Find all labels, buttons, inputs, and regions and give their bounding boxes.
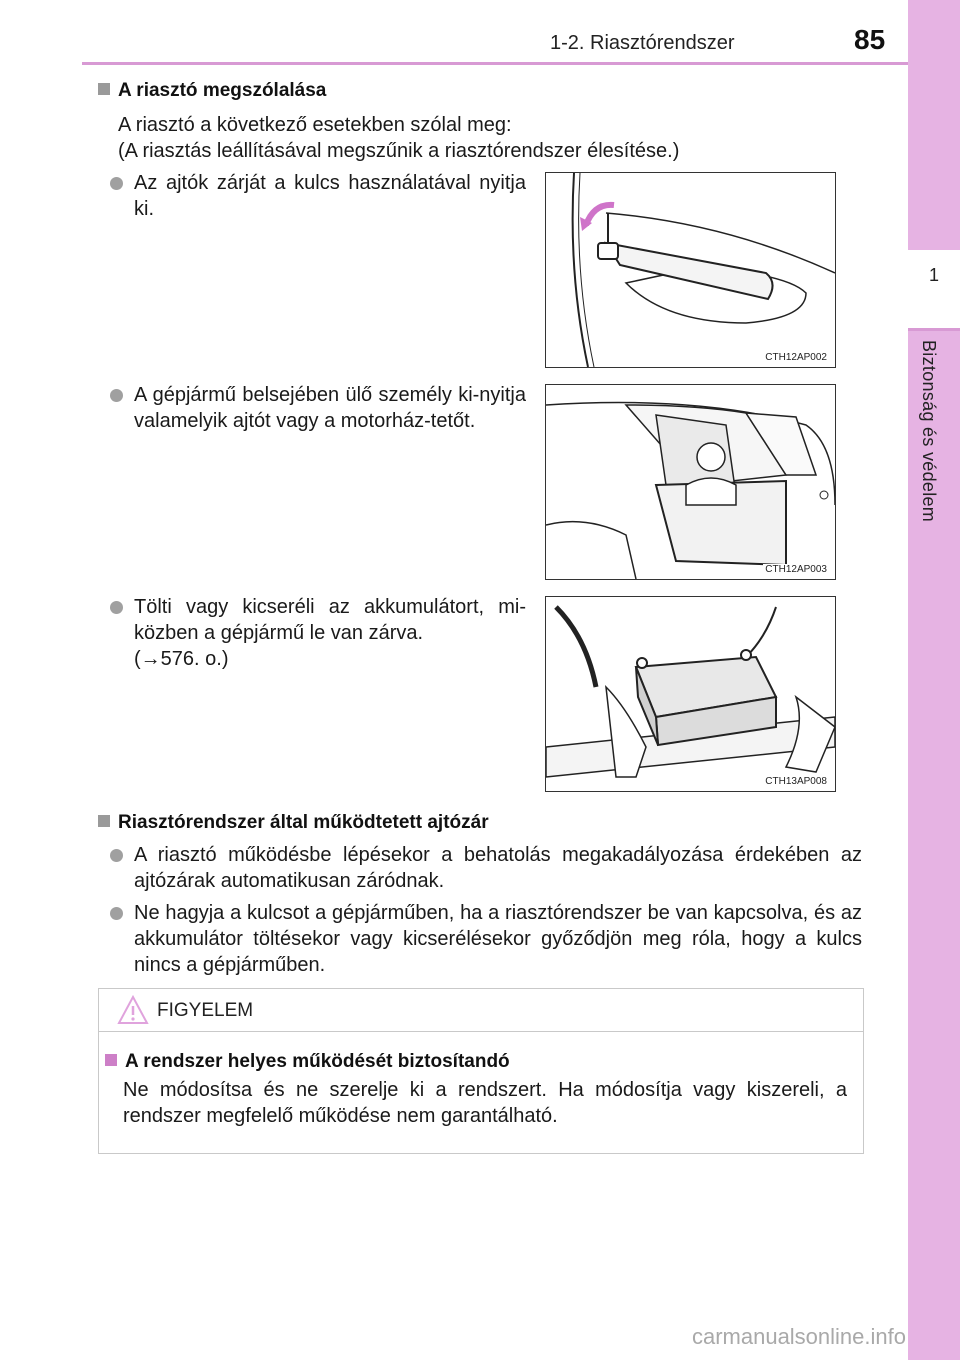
bullet-dot-icon	[110, 601, 123, 614]
watermark: carmanualsonline.info	[691, 1324, 906, 1349]
figure-door-key	[545, 172, 836, 368]
chapter-number: 1	[928, 265, 939, 285]
bullet-dot-icon	[110, 177, 123, 190]
list-item: Tölti vagy kicseréli az akkumulátort, mi-közben a gépjármű le van zárva. (→576. o.)	[110, 594, 526, 672]
bullet-dot-icon	[110, 907, 123, 920]
chapter-label: Biztonság és védelem	[919, 340, 939, 523]
warning-text: Ne módosítsa és ne szerelje ki a rendszert. Ha módosítja vagy kiszereli, a rendszer megfelelő működése nem garantálható.	[123, 1079, 847, 1127]
warning-triangle-icon	[117, 995, 149, 1025]
list-item: Az ajtók zárját a kulcs használatával nyitja ki.	[110, 170, 526, 222]
warning-box	[98, 988, 864, 1154]
figure-code: CTH12AP003	[765, 564, 827, 575]
header-title: 1-2. Riasztórendszer	[550, 32, 735, 54]
section-heading-alarm: A riasztó megszólalása	[98, 80, 326, 102]
list-item: A gépjármű belsejében ülő személy ki-nyitja valamelyik ajtót vagy a motorház-tetőt.	[110, 382, 526, 434]
figure-door-open	[545, 384, 836, 580]
warning-subheading: A rendszer helyes működését biztosítandó	[105, 1051, 510, 1073]
car-door-illustration	[546, 385, 835, 579]
square-bullet-icon	[98, 815, 110, 827]
page-number: 85	[854, 24, 886, 55]
bullet-dot-icon	[110, 849, 123, 862]
intro-line-1: A riasztó a következő esetekben szólal meg:	[118, 114, 512, 136]
figure-battery	[545, 596, 836, 792]
bullet-dot-icon	[110, 389, 123, 402]
square-bullet-icon	[105, 1054, 117, 1066]
chapter-number-box	[908, 250, 960, 331]
intro-line-2: (A riasztás leállításával megszűnik a riasztórendszer élesítése.)	[118, 140, 680, 162]
page-reference: (→576. o.)	[134, 648, 229, 670]
battery-replacement-illustration	[546, 597, 835, 791]
list-item: Ne hagyja a kulcsot a gépjárműben, ha a riasztórendszer be van kapcsolva, és az akkumulátor töltésekor vagy kicserélésekor győződjön meg róla, hogy a kulcs nincs a gépjárműben.	[110, 900, 862, 978]
header-rule	[82, 62, 908, 65]
section-heading-doorlock: Riasztórendszer által működtetett ajtózár	[98, 812, 489, 834]
warning-title: FIGYELEM	[157, 1000, 254, 1021]
figure-code: CTH13AP008	[765, 776, 827, 787]
chapter-side-tab	[908, 0, 960, 1360]
list-item: A riasztó működésbe lépésekor a behatolás megakadályozása érdekében az ajtózárak automatikusan záródnak.	[110, 842, 862, 894]
figure-code: CTH12AP002	[765, 352, 827, 363]
square-bullet-icon	[98, 83, 110, 95]
door-key-illustration	[546, 173, 835, 367]
warning-header	[99, 989, 863, 1032]
